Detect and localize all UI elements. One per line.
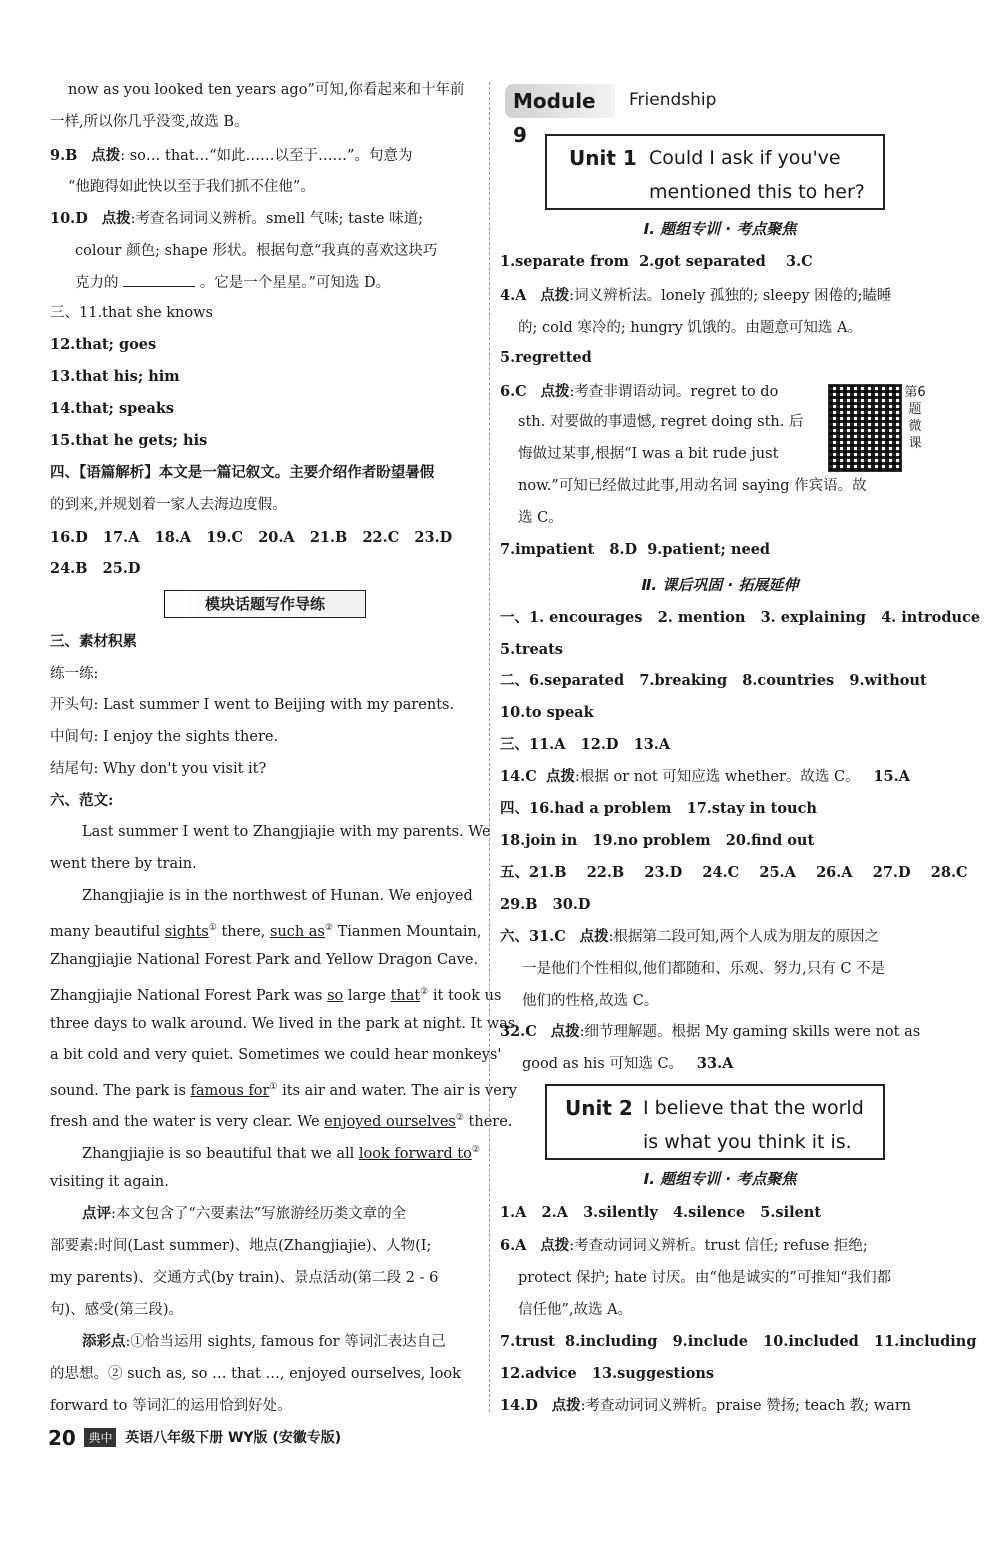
answer-6: 6.A 点拨:考查动词词义辨析。trust 信任; refuse 拒绝; <box>500 1237 868 1254</box>
answer-row: 五、21.B 22.B 23.D 24.C 25.A 26.A 27.D 28.C <box>500 864 968 881</box>
answer-14: 14.D 点拨:考查动词词义辨析。praise 赞扬; teach 教; warn <box>500 1397 912 1414</box>
text-line: 的到来,并规划着一家人去海边度假。 <box>50 497 287 513</box>
text-line: 三、素材积累 <box>50 633 137 650</box>
answer-row: 16.D 17.A 18.A 19.C 20.A 21.B 22.C 23.D <box>50 529 453 546</box>
blank-line <box>123 274 195 287</box>
answer-5: 5.regretted <box>500 349 592 366</box>
answer-4: 4.A 点拨:词义辨析法。lonely 孤独的; sleepy 困倦的;瞌睡 <box>500 287 892 304</box>
answer-row: 7.trust 8.including 9.include 10.included 11.including <box>500 1333 977 1350</box>
answer-6: 6.C 点拨:考查非谓语动词。regret to do <box>500 383 779 400</box>
topic-heading: 模块话题写作导练 <box>164 590 366 618</box>
answer-11: 三、11.that she knows <box>50 305 213 321</box>
module-title: Friendship <box>629 90 717 110</box>
comment-line: forward to 等词汇的运用恰到好处。 <box>50 1398 292 1414</box>
page-footer <box>48 1426 341 1450</box>
qr-label: 第6题微课 <box>904 385 926 451</box>
unit1-title-box <box>545 134 885 210</box>
comment-line: 句)、感受(第三段)。 <box>50 1302 183 1318</box>
essay-line: fresh and the water is very clear. We enjoyed ourselves② there. <box>50 1113 513 1130</box>
comment-line: my parents)、交通方式(by train)、景点活动(第二段 2 - 6 <box>50 1270 439 1286</box>
answer-row: 1.separate from 2.got separated 3.C <box>500 253 813 270</box>
page-number: 20 <box>48 1426 76 1450</box>
answer-31: 六、31.C 点拨:根据第二段可知,两个人成为朋友的原因之 <box>500 928 880 945</box>
unit2-title-box <box>545 1084 885 1160</box>
text-line: sth. 对要做的事遗憾, regret doing sth. 后 <box>518 414 804 430</box>
text-line: protect 保护; hate 讨厌。由“他是诚实的”可推知“我们都 <box>518 1270 892 1286</box>
answer-10: 10.D 点拨:考查名词词义辨析。smell 气味; taste 味道; <box>50 210 423 227</box>
text-line: 信任他”,故选 A。 <box>518 1302 633 1318</box>
answer-row: 二、6.separated 7.breaking 8.countries 9.without <box>500 672 927 689</box>
section-heading: Ⅰ. 题组专训 · 考点聚焦 <box>643 220 797 238</box>
essay-line: Zhangjiajie National Forest Park and Yellow Dragon Cave. <box>50 952 479 968</box>
brand-logo: 典中 <box>84 1428 116 1447</box>
answer-row: 一、1. encourages 2. mention 3. explaining 4. introduce <box>500 609 981 626</box>
text-line: now as you looked ten years ago”可知,你看起来和十年前 <box>68 82 465 98</box>
text-line: colour 颜色; shape 形状。根据句意“我真的喜欢这块巧 <box>75 243 438 259</box>
text-line: now.”可知已经做过此事,用动名词 saying 作宾语。故 <box>518 478 867 494</box>
qr-code-image[interactable] <box>828 384 902 472</box>
comment-line: 添彩点:①恰当运用 sights, famous for 等词汇表达自己 <box>82 1333 446 1350</box>
text-line: good as his 可知选 C。 33.A <box>522 1055 734 1072</box>
text-line: “他跑得如此快以至于我们抓不住他”。 <box>68 179 315 195</box>
text-line: 开头句: Last summer I went to Beijing with my parents. <box>50 697 455 713</box>
module-label: Module 9 <box>505 84 615 118</box>
answer-row: 四、16.had a problem 17.stay in touch <box>500 800 817 817</box>
answer-12: 12.that; goes <box>50 336 157 353</box>
section-heading: Ⅱ. 课后巩固 · 拓展延伸 <box>641 576 799 594</box>
unit2-title-line1: I believe that the world <box>643 1097 864 1119</box>
answer-row: 1.A 2.A 3.silently 4.silence 5.silent <box>500 1204 822 1221</box>
text-line: 结尾句: Why don't you visit it? <box>50 761 267 777</box>
column-divider <box>489 82 490 1412</box>
comment-line: 的思想。② such as, so … that …, enjoyed ourselves, look <box>50 1366 461 1382</box>
essay-line: a bit cold and very quiet. Sometimes we could hear monkeys' <box>50 1047 502 1063</box>
text-line: 练一练: <box>50 666 99 682</box>
unit2-title-line2: is what you think it is. <box>643 1131 852 1153</box>
answer-14: 14.C 点拨:根据 or not 可知应选 whether。故选 C。 15.A <box>500 768 910 785</box>
answer-row: 7.impatient 8.D 9.patient; need <box>500 541 771 558</box>
essay-line: three days to walk around. We lived in the park at night. It was <box>50 1016 516 1032</box>
answer-row: 12.advice 13.suggestions <box>500 1365 715 1382</box>
answer-row: 18.join in 19.no problem 20.find out <box>500 832 815 849</box>
section-heading: Ⅰ. 题组专训 · 考点聚焦 <box>643 1170 797 1188</box>
answer-row: 29.B 30.D <box>500 896 591 913</box>
text-line: 六、范文: <box>50 792 114 809</box>
text-line: 的; cold 寒冷的; hungry 饥饿的。由题意可知选 A。 <box>518 320 862 336</box>
answer-10: 10.to speak <box>500 704 594 721</box>
comment-line: 点评:本文包含了“六要素法”写旅游经历类文章的全 <box>82 1205 407 1222</box>
answer-9: 9.B 点拨: so… that…“如此……以至于……”。句意为 <box>50 147 413 164</box>
answer-5: 5.treats <box>500 641 563 658</box>
answer-num: 9.B <box>50 147 78 164</box>
text-line: 中间句: I enjoy the sights there. <box>50 729 279 745</box>
unit1-title-line1: Could I ask if you've <box>649 147 841 169</box>
essay-line: Zhangjiajie is so beautiful that we all look forward to② <box>82 1145 480 1162</box>
text-line: 他们的性格,故选 C。 <box>522 993 659 1009</box>
essay-line: went there by train. <box>50 856 197 872</box>
essay-line: Zhangjiajie is in the northwest of Hunan. We enjoyed <box>82 888 473 904</box>
text-line: 四、【语篇解析】本文是一篇记叙文。主要介绍作者盼望暑假 <box>50 464 435 481</box>
book-title: 英语八年级下册 WY版 (安徽专版) <box>125 1430 342 1446</box>
comment-line: 部要素:时间(Last summer)、地点(Zhangjiajie)、人物(I; <box>50 1238 432 1254</box>
text-line: 悔做过某事,根据“I was a bit rude just <box>518 446 779 462</box>
answer-row: 三、11.A 12.D 13.A <box>500 736 671 753</box>
answer-15: 15.that he gets; his <box>50 432 208 449</box>
hint-label: 点拨 <box>91 147 121 164</box>
answer-row: 24.B 25.D <box>50 560 141 577</box>
text-line: 克力的 。它是一个星星。”可知选 D。 <box>75 275 391 291</box>
essay-line: Zhangjiajie National Forest Park was so large that② it took us <box>50 987 502 1004</box>
answer-14: 14.that; speaks <box>50 400 175 417</box>
unit1-title-line2: mentioned this to her? <box>649 181 865 203</box>
essay-line: visiting it again. <box>50 1174 169 1190</box>
essay-line: sound. The park is famous for① its air and water. The air is very <box>50 1082 517 1099</box>
unit2-label: Unit 2 <box>565 1096 633 1120</box>
essay-line: Last summer I went to Zhangjiajie with my parents. We <box>82 824 491 840</box>
text-line: 选 C。 <box>518 510 563 526</box>
text-line: 一是他们个性相似,他们都随和、乐观、努力,只有 C 不是 <box>522 961 886 977</box>
essay-line: many beautiful sights① there, such as② Tianmen Mountain, <box>50 923 482 940</box>
text-line: 一样,所以你几乎没变,故选 B。 <box>50 114 249 130</box>
answer-13: 13.that his; him <box>50 368 180 385</box>
unit1-label: Unit 1 <box>569 146 637 170</box>
answer-32: 32.C 点拨:细节理解题。根据 My gaming skills were not as <box>500 1023 921 1040</box>
